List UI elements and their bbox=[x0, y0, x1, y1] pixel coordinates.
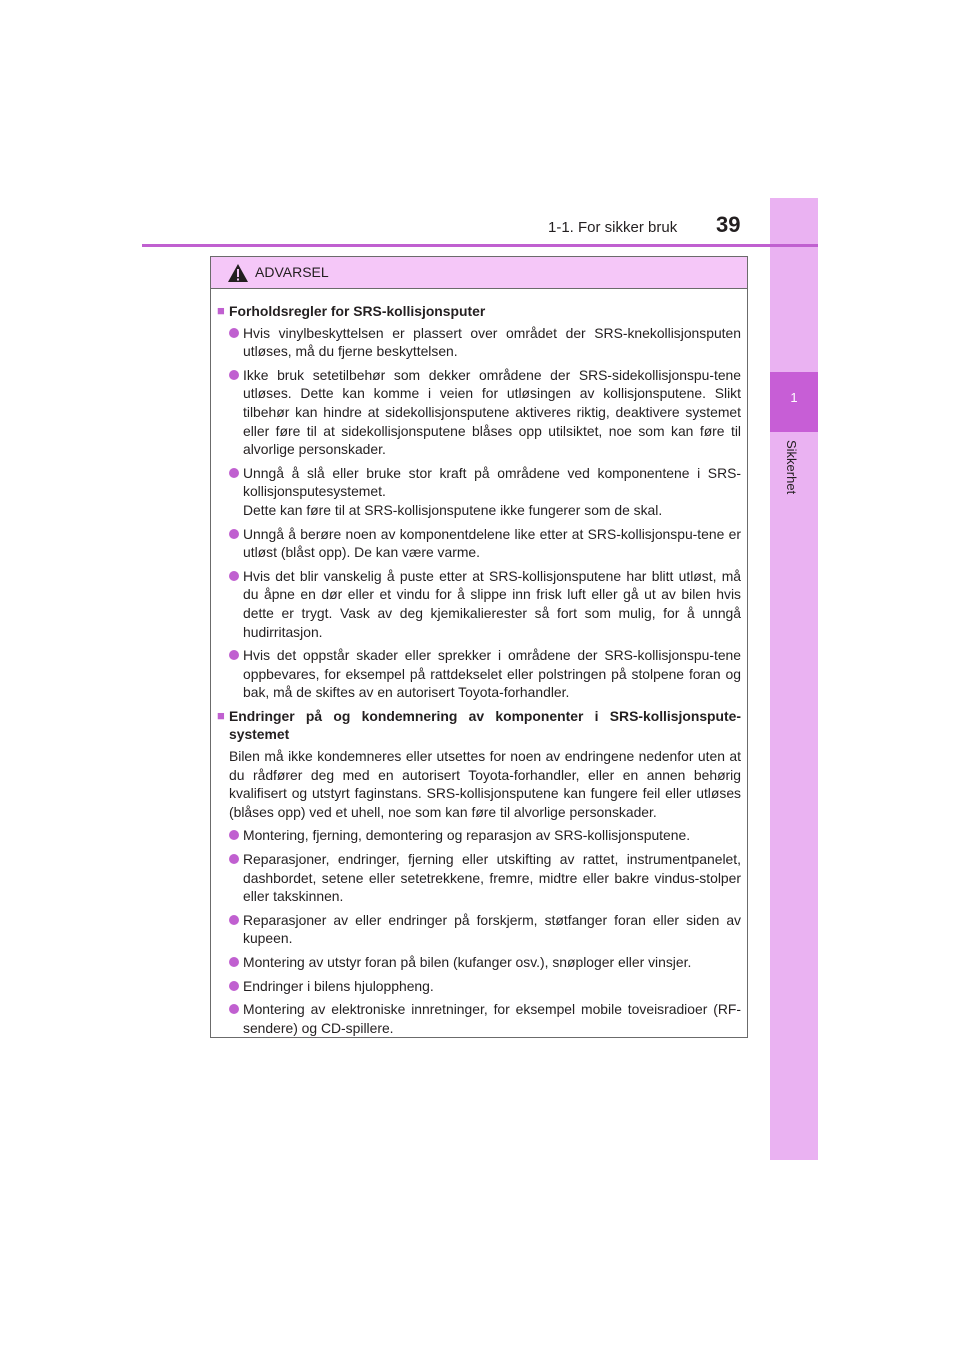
bullet-item bbox=[217, 1000, 741, 1037]
bullet-text: Montering, fjerning, demontering og reparasjon av SRS-kollisjonsputene. bbox=[243, 827, 691, 844]
bullet-item bbox=[217, 911, 741, 948]
bullet-text: Reparasjoner av eller endringer på forskjerm, støtfanger foran eller siden av kupeen. bbox=[243, 911, 741, 947]
header-divider bbox=[142, 244, 818, 247]
bullet-item bbox=[217, 366, 741, 459]
bullet-item bbox=[217, 977, 741, 996]
bullet-text: Endringer i bilens hjuloppheng. bbox=[243, 977, 434, 994]
section-heading-text: Endringer på og kondemnering av komponenter i SRS-kollisjonspute-systemet bbox=[229, 707, 741, 743]
bullet-dot-icon bbox=[229, 957, 239, 967]
bullet-dot-icon bbox=[229, 328, 239, 338]
bullet-dot-icon bbox=[229, 915, 239, 925]
bullet-dot-icon bbox=[229, 468, 239, 478]
bullet-dot-icon bbox=[229, 981, 239, 991]
bullet-item bbox=[217, 464, 741, 520]
section-heading-text: Forholdsregler for SRS-kollisjonsputer bbox=[229, 303, 486, 319]
bullet-text: Unngå å berøre noen av komponentdelene like etter at SRS-kollisjonspu-tene er utløst (blåst opp). De kan være varme. bbox=[243, 525, 741, 561]
bullet-item bbox=[217, 646, 741, 702]
bullet-dot-icon bbox=[229, 370, 239, 380]
bullet-dot-icon bbox=[229, 830, 239, 840]
bullet-text: Hvis det blir vanskelig å puste etter at SRS-kollisjonsputene har blitt utløst, må du åpne en dør eller et vindu for å slippe inn frisk luft eller gå ut av bilen hvis dette er trygt. Vask av deg kjemikalierester så fort som mulig, for å unngå hudirritasjon. bbox=[243, 567, 741, 640]
warning-body bbox=[211, 289, 747, 1037]
bullet-dot-icon bbox=[229, 571, 239, 581]
bullet-text: Reparasjoner, endringer, fjerning eller utskifting av rattet, instrumentpanelet, dashbordet, setene eller setetrekkene, fremre, midtre eller bakre vindus-stolper eller takskinnen. bbox=[243, 851, 741, 905]
square-bullet-icon: ■ bbox=[217, 303, 225, 318]
bullet-text: Unngå å slå eller bruke stor kraft på områdene ved komponentene i SRS-kollisjonsputesystemet. Dette kan føre til at SRS-kollisjonsputene ikke fungerer som de skal. bbox=[243, 464, 741, 518]
warning-triangle-icon bbox=[227, 263, 249, 283]
bullet-item bbox=[217, 525, 741, 562]
bullet-text: Hvis det oppstår skader eller sprekker i områdene der SRS-kollisjonspu-tene oppbevares, for eksempel på rattdekselet eller polstringen på stolpene foran og bak, må de skiftes av en autorisert Toyota-forhandler. bbox=[243, 647, 741, 701]
bullet-dot-icon bbox=[229, 854, 239, 864]
square-bullet-icon: ■ bbox=[217, 707, 225, 723]
bullet-item bbox=[217, 850, 741, 906]
bullet-item bbox=[217, 826, 741, 845]
section-heading bbox=[217, 707, 741, 744]
chapter-number: 1 bbox=[790, 390, 798, 405]
bullet-dot-icon bbox=[229, 650, 239, 660]
bullet-item bbox=[217, 567, 741, 641]
section-paragraph: Bilen må ikke kondemneres eller utsettes for noen av endringene nedenfor uten at du rådfører deg med en autorisert Toyota-forhandler, eller en annen behørig kvalifisert og utstyrt faginstans. SRS-kollisjonsputene kan fungere feil eller utløses (blåses opp) ved et uhell, noe som kan føre til alvorlige personskader. bbox=[229, 748, 741, 820]
section-heading bbox=[217, 302, 741, 321]
warning-box bbox=[210, 256, 748, 1038]
bullet-item bbox=[217, 953, 741, 972]
section-label: 1-1. For sikker bruk bbox=[548, 219, 678, 236]
bullet-dot-icon bbox=[229, 529, 239, 539]
warning-header bbox=[211, 257, 747, 289]
page-number: 39 bbox=[716, 212, 741, 237]
bullet-dot-icon bbox=[229, 1004, 239, 1014]
warning-title: ADVARSEL bbox=[255, 264, 329, 280]
bullet-text: Montering av utstyr foran på bilen (kufanger osv.), snøploger eller vinsjer. bbox=[243, 954, 692, 970]
bullet-text: Ikke bruk setetilbehør som dekker områdene der SRS-sidekollisjonspu-tene utløses. Dette kan komme i veien for utløsingen av kollisjonsputene. Slikt tilbehør kan hindre at sidekollisjonsputene aktiveres riktig, deaktivere systemet eller føre til at sidekollisjonsputene blåses opp utilsiktet, noe som kan føre til alvorlige personskader. bbox=[243, 366, 741, 458]
bullet-item bbox=[217, 324, 741, 361]
chapter-title: Sikkerhet bbox=[784, 440, 799, 495]
bullet-text: Hvis vinylbeskyttelsen er plassert over området der SRS-knekollisjonsputen utløses, må du fjerne beskyttelsen. bbox=[243, 324, 741, 360]
bullet-text: Montering av elektroniske innretninger, for eksempel mobile toveisradioer (RF-sendere) og CD-spillere. bbox=[243, 1001, 741, 1036]
side-tab bbox=[770, 198, 818, 1160]
